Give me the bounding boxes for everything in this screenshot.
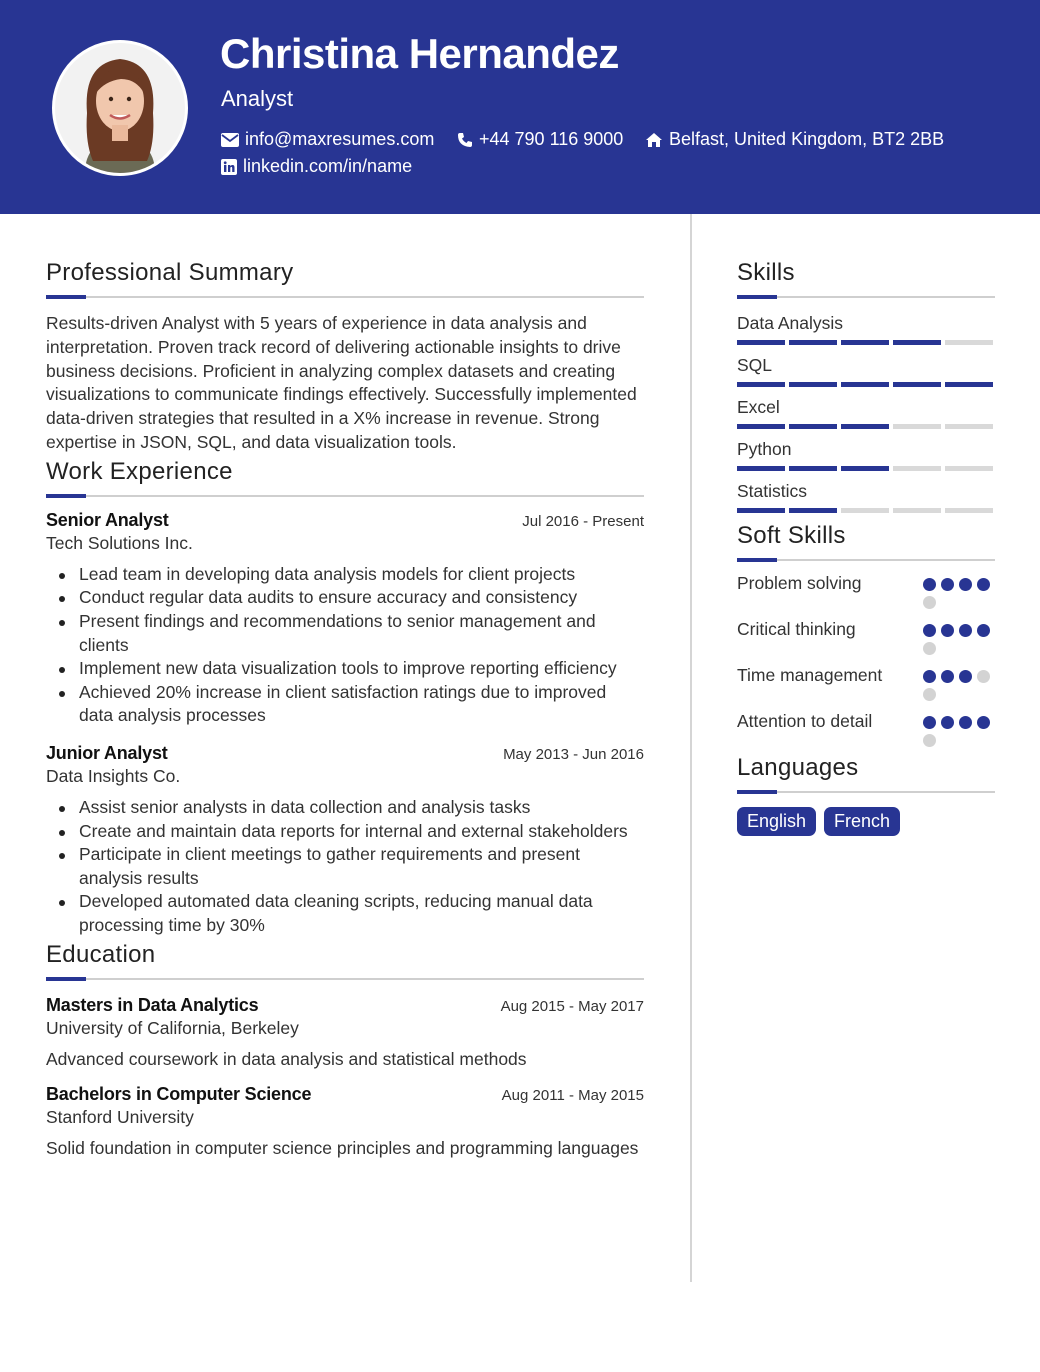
soft-skills-list (737, 571, 995, 747)
sidebar-column (737, 258, 995, 836)
soft-skill-name: Time management (737, 665, 883, 685)
location-text: Belfast, United Kingdom, BT2 2BB (669, 129, 945, 149)
soft-skill-item (737, 709, 995, 747)
job-bullet: Developed automated data cleaning scripts, reducing manual data processing time by 30% (79, 890, 644, 937)
languages-list (737, 807, 995, 836)
education-dates: Aug 2011 - May 2015 (501, 1087, 644, 1105)
rating-dot (977, 578, 990, 591)
language-badge: French (824, 807, 900, 836)
job-bullet: Achieved 20% increase in client satisfaction ratings due to improved data analysis processes (79, 681, 644, 728)
job-title: Junior Analyst (46, 742, 168, 763)
job-company: Data Insights Co. (46, 765, 181, 786)
skill-name: Excel (737, 397, 780, 417)
job-bullet: Create and maintain data reports for internal and external stakeholders (79, 820, 644, 844)
skill-name: SQL (737, 355, 773, 375)
skills-section (737, 258, 995, 513)
job-bullet: Assist senior analysts in data collection and analysis tasks (79, 796, 644, 820)
skill-level-bar (737, 466, 995, 471)
job-title: Senior Analyst (46, 509, 169, 530)
experience-section (46, 457, 644, 938)
skill-level-segment (841, 508, 889, 513)
soft-skill-item (737, 663, 995, 701)
skill-level-segment (841, 466, 889, 471)
soft-skill-item (737, 571, 995, 609)
language-badge: English (737, 807, 816, 836)
languages-section (737, 753, 995, 836)
languages-heading: Languages (737, 754, 859, 781)
skill-level-segment (893, 340, 941, 345)
skill-level-segment (789, 382, 837, 387)
skill-level-bar (737, 340, 995, 345)
skill-level-bar (737, 424, 995, 429)
envelope-icon (221, 133, 239, 147)
soft-skill-name: Critical thinking (737, 619, 856, 639)
rating-dot (923, 688, 936, 701)
contact-location (645, 129, 944, 150)
rating-dot (977, 624, 990, 637)
skill-level-segment (841, 382, 889, 387)
skill-level-bar (737, 382, 995, 387)
rating-dot (959, 578, 972, 591)
skill-level-segment (945, 508, 993, 513)
skill-item (737, 354, 995, 387)
soft-skills-section (737, 521, 995, 747)
column-divider (690, 214, 692, 1282)
summary-heading: Professional Summary (46, 259, 294, 286)
candidate-name: Christina Hernandez (220, 30, 619, 77)
experience-heading: Work Experience (46, 457, 233, 485)
phone-icon (457, 132, 473, 148)
job-bullets (46, 563, 644, 728)
contact-phone[interactable] (457, 129, 623, 150)
rating-dot (923, 716, 936, 729)
job-entry (46, 509, 644, 728)
section-rule (737, 791, 995, 793)
skill-level-segment (737, 382, 785, 387)
skill-level-segment (893, 424, 941, 429)
job-dates: Jul 2016 - Present (522, 512, 644, 530)
skill-level-segment (893, 466, 941, 471)
phone-text: +44 790 116 9000 (479, 129, 624, 149)
skill-level-segment (789, 340, 837, 345)
section-rule (46, 296, 644, 298)
skill-level-segment (737, 508, 785, 513)
skill-level-segment (789, 424, 837, 429)
email-text: info@maxresumes.com (245, 129, 435, 149)
skill-level-segment (841, 424, 889, 429)
linkedin-text: linkedin.com/in/name (243, 156, 413, 176)
education-heading: Education (46, 940, 156, 968)
skills-list (737, 312, 995, 513)
skill-level-segment (789, 508, 837, 513)
rating-dot (959, 670, 972, 683)
rating-dot (923, 734, 936, 747)
job-bullet: Implement new data visualization tools to improve reporting efficiency (79, 657, 644, 681)
degree-title: Bachelors in Computer Science (46, 1084, 312, 1105)
skill-name: Data Analysis (737, 313, 844, 333)
skill-item (737, 438, 995, 471)
main-column (46, 258, 644, 1173)
rating-dot (923, 642, 936, 655)
skill-level-segment (841, 340, 889, 345)
job-bullet: Conduct regular data audits to ensure accuracy and consistency (79, 586, 644, 610)
home-icon (645, 132, 663, 148)
rating-dot (977, 716, 990, 729)
skill-level-segment (737, 340, 785, 345)
skill-level-segment (945, 466, 993, 471)
job-bullet: Present findings and recommendations to senior management and clients (79, 610, 644, 657)
section-rule (737, 559, 995, 561)
section-rule (46, 978, 644, 980)
contact-email[interactable] (221, 129, 434, 150)
summary-section (46, 258, 644, 455)
soft-skill-rating (923, 571, 995, 609)
section-rule (737, 296, 995, 298)
soft-skill-item (737, 617, 995, 655)
soft-skill-name: Attention to detail (737, 711, 873, 731)
soft-skill-rating (923, 663, 995, 701)
job-bullet: Lead team in developing data analysis models for client projects (79, 563, 644, 587)
rating-dot (923, 578, 936, 591)
skill-level-segment (893, 382, 941, 387)
resume-header (0, 0, 1040, 214)
rating-dot (941, 578, 954, 591)
job-company: Tech Solutions Inc. (46, 532, 193, 553)
degree-title: Masters in Data Analytics (46, 994, 259, 1015)
job-bullet: Participate in client meetings to gather requirements and present analysis results (79, 843, 644, 890)
job-dates: May 2013 - Jun 2016 (503, 745, 644, 763)
contact-linkedin[interactable] (221, 156, 412, 177)
skill-level-segment (945, 340, 993, 345)
skill-level-bar (737, 508, 995, 513)
skill-item (737, 480, 995, 513)
rating-dot (923, 670, 936, 683)
rating-dot (941, 670, 954, 683)
soft-skill-name: Problem solving (737, 573, 862, 593)
skill-name: Statistics (737, 481, 808, 501)
education-description: Advanced coursework in data analysis and statistical methods (46, 1048, 527, 1069)
skill-level-segment (945, 382, 993, 387)
skill-item (737, 396, 995, 429)
summary-text: Results-driven Analyst with 5 years of experience in data analysis and interpretation. Proven track record of delivering actionable insights to drive business decisions. Proficient in analyzing complex datasets and creating visualizations to communicate findings effectively. Successfully implemented data-driven strategies that resulted in a X% increase in revenue. Strong expertise in JSON, SQL, and data visualization tools. (46, 313, 637, 452)
rating-dot (977, 670, 990, 683)
school-name: University of California, Berkeley (46, 1017, 299, 1038)
rating-dot (941, 716, 954, 729)
soft-skill-rating (923, 617, 995, 655)
school-name: Stanford University (46, 1107, 194, 1128)
soft-skills-heading: Soft Skills (737, 522, 846, 549)
skill-name: Python (737, 439, 792, 459)
education-entry (46, 994, 644, 1072)
skill-level-segment (789, 466, 837, 471)
rating-dot (959, 716, 972, 729)
rating-dot (941, 624, 954, 637)
skills-heading: Skills (737, 259, 795, 286)
education-description: Solid foundation in computer science principles and programming languages (46, 1138, 639, 1159)
section-rule (46, 495, 644, 497)
linkedin-icon (221, 159, 237, 175)
profile-photo (52, 40, 188, 176)
skill-level-segment (893, 508, 941, 513)
education-entry (46, 1083, 644, 1161)
rating-dot (923, 624, 936, 637)
skill-level-segment (737, 424, 785, 429)
soft-skill-rating (923, 709, 995, 747)
skill-level-segment (737, 466, 785, 471)
skill-level-segment (945, 424, 993, 429)
rating-dot (923, 596, 936, 609)
job-entry (46, 742, 644, 938)
education-dates: Aug 2015 - May 2017 (500, 997, 644, 1015)
skill-item (737, 312, 995, 345)
education-section (46, 940, 644, 1161)
rating-dot (959, 624, 972, 637)
candidate-title: Analyst (221, 86, 294, 111)
job-bullets (46, 796, 644, 938)
